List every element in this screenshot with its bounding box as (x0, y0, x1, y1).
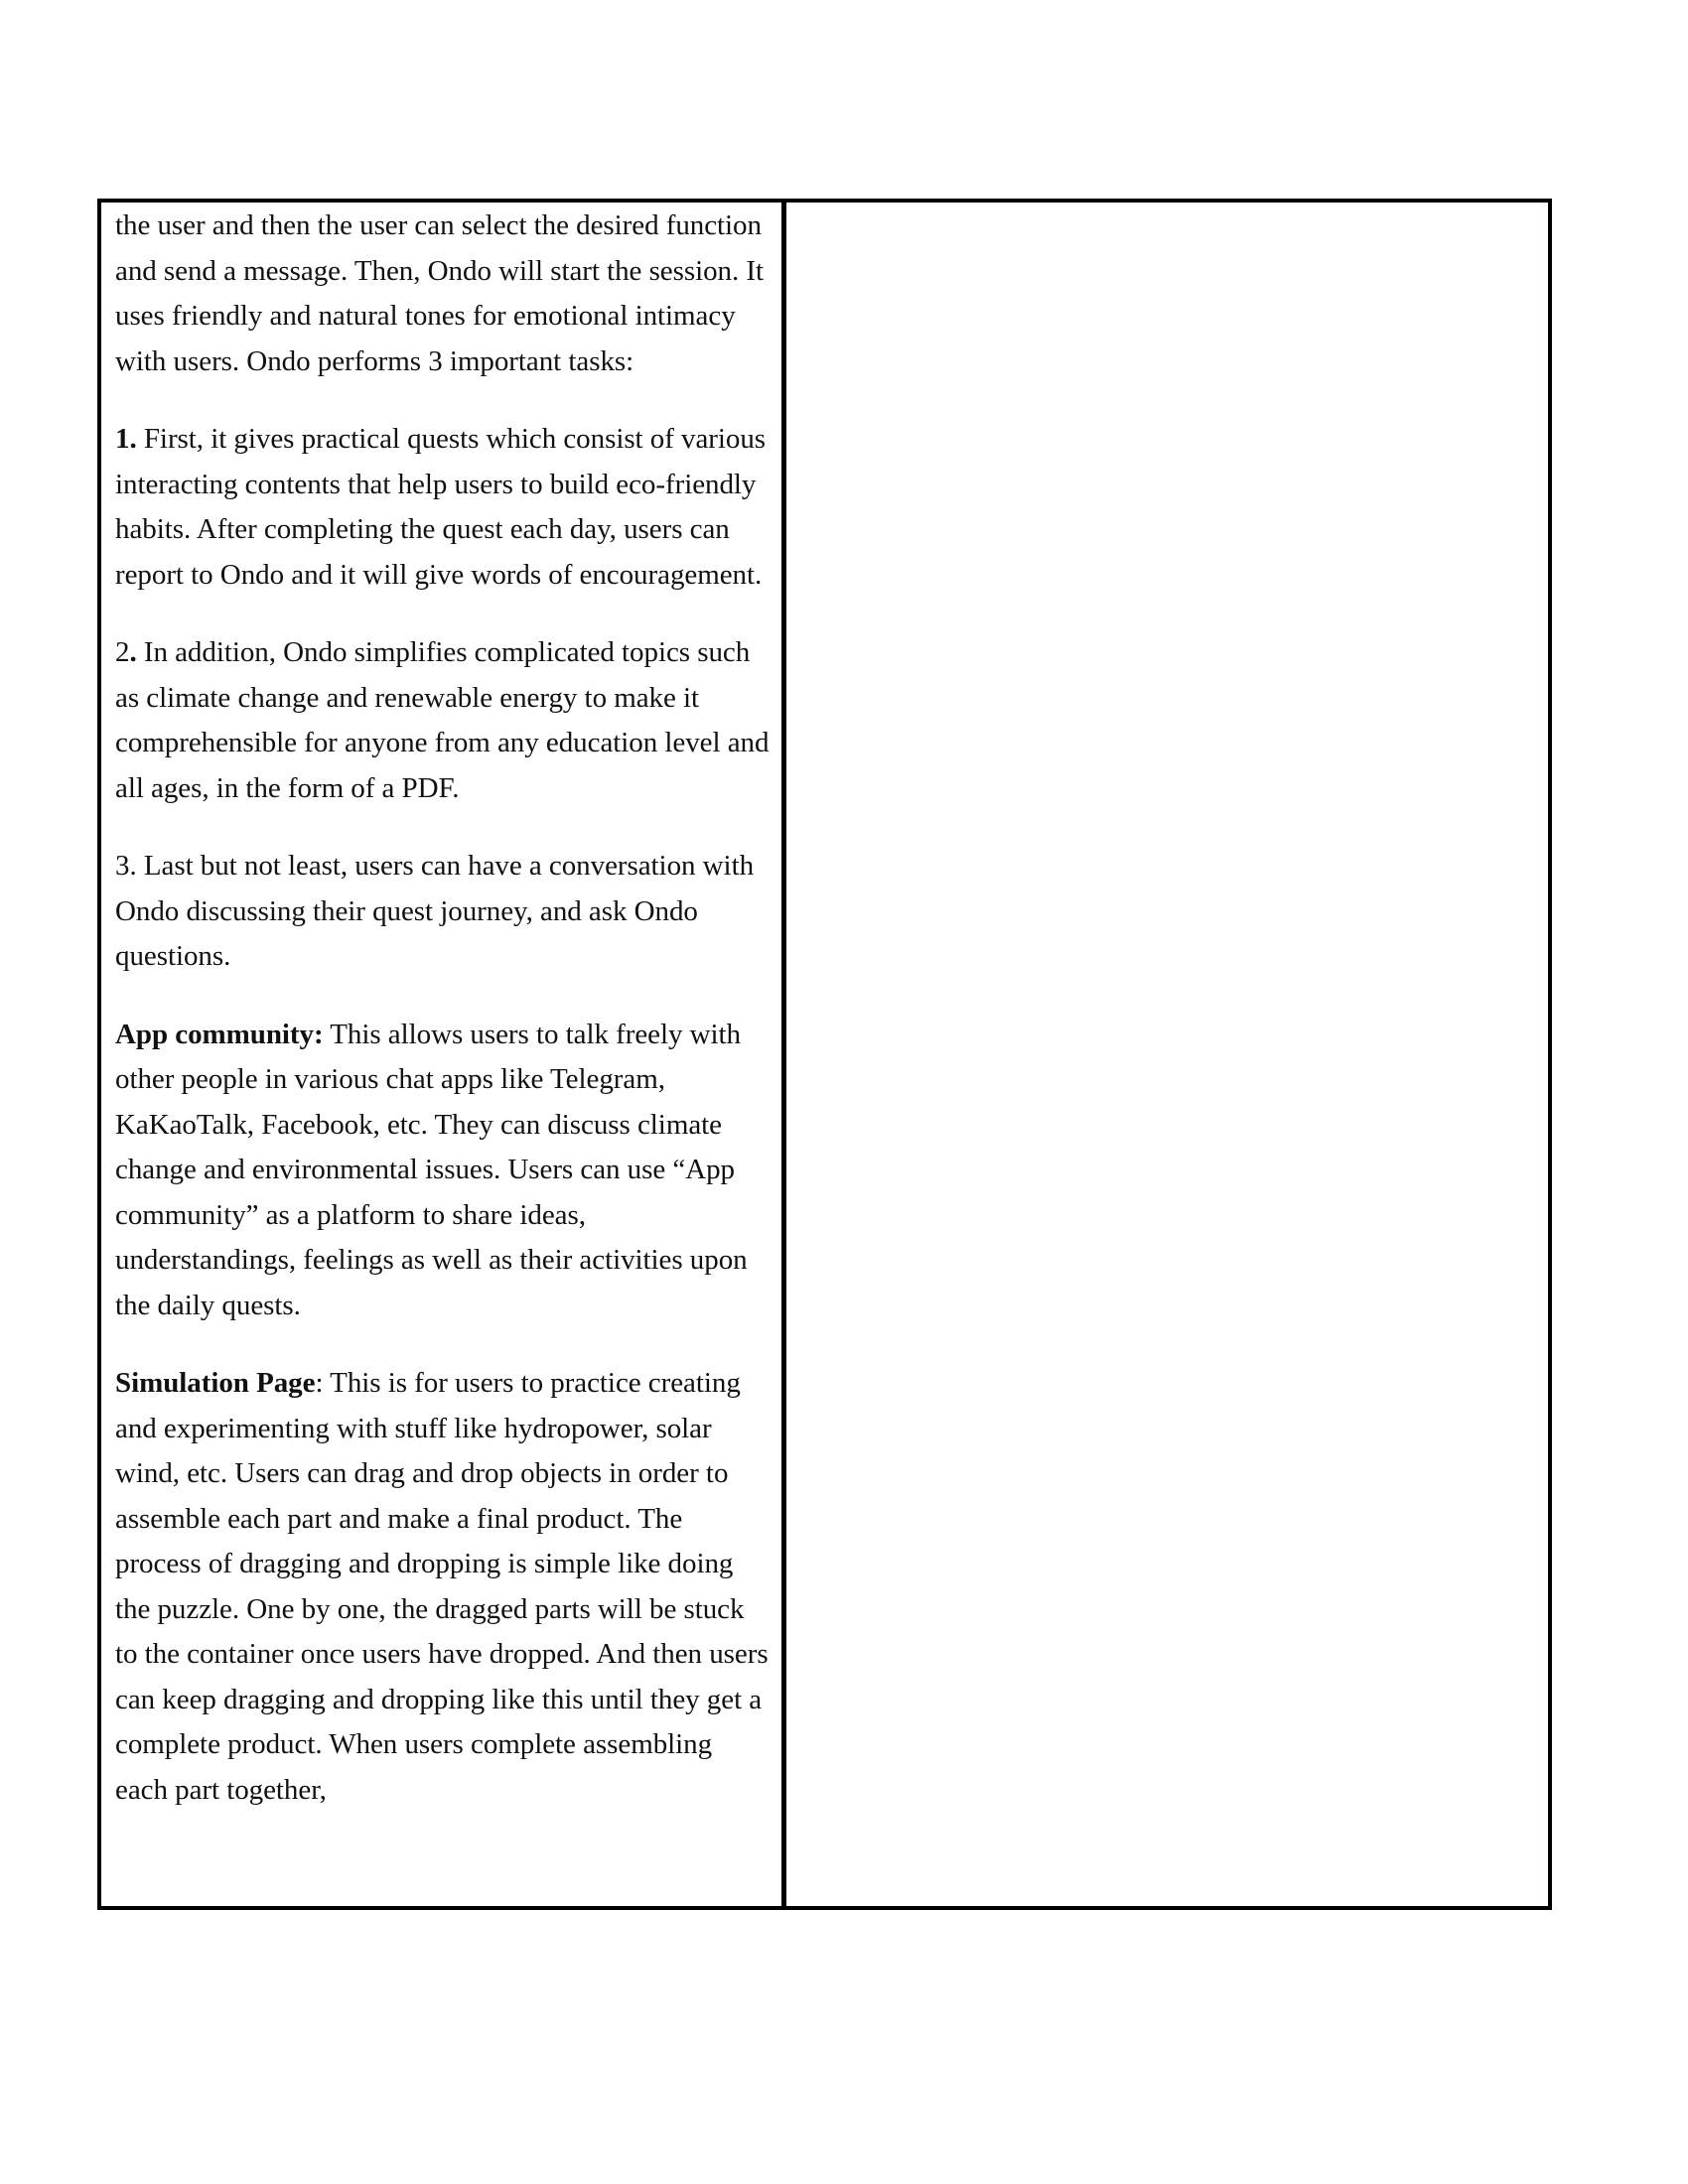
table-cell-right (786, 203, 1548, 1906)
intro-text: the user and then the user can select the desired function and send a message. Then, Ondo will start the session. It uses friendly and natural tones for emotional intimacy with users. Ondo performs 3 important tasks: (115, 209, 765, 377)
app-community-text: This allows users to talk freely with other people in various chat apps like Telegram, KaKaoTalk, Facebook, etc. They can discuss climate change and environmental issues. Users can use “App community” as a platform to share ideas, understandings, feelings as well as their activities upon the daily quests. (115, 1018, 748, 1321)
intro-paragraph (115, 204, 770, 384)
task-2-paragraph (115, 630, 770, 811)
task-1-paragraph (115, 417, 770, 598)
table-cell-left (101, 203, 786, 1906)
task-3-paragraph (115, 844, 770, 980)
simulation-page-text: : This is for users to practice creating and experimenting with stuff like hydropower, solar wind, etc. Users can drag and drop objects in order to assemble each part and make a final product. The process of dragging and dropping is simple like doing the puzzle. One by one, the dragged parts will be stuck to the container once users have dropped. And then users can keep dragging and dropping like this until they get a complete product. When users complete assembling each part together, (115, 1367, 769, 1806)
simulation-page-paragraph (115, 1361, 770, 1813)
task-3-text: 3. Last but not least, users can have a conversation with Ondo discussing their quest journey, and ask Ondo questions. (115, 850, 755, 972)
task-1-text: First, it gives practical quests which consist of various interacting contents that help users to build eco-friendly habits. After completing the quest each day, users can report to Ondo and it will give words of encouragement. (115, 423, 767, 591)
app-community-heading: App community: (115, 1018, 324, 1050)
app-community-paragraph (115, 1013, 770, 1329)
task-2-text: In addition, Ondo simplifies complicated topics such as climate change and renewable energy to make it comprehensible for anyone from any education level and all ages, in the form of a PDF. (115, 636, 770, 804)
task-2-number: 2 (115, 636, 130, 668)
simulation-page-heading: Simulation Page (115, 1367, 316, 1399)
task-2-dot: . (129, 636, 137, 668)
content-table (97, 199, 1552, 1910)
task-1-number: 1. (115, 423, 137, 455)
